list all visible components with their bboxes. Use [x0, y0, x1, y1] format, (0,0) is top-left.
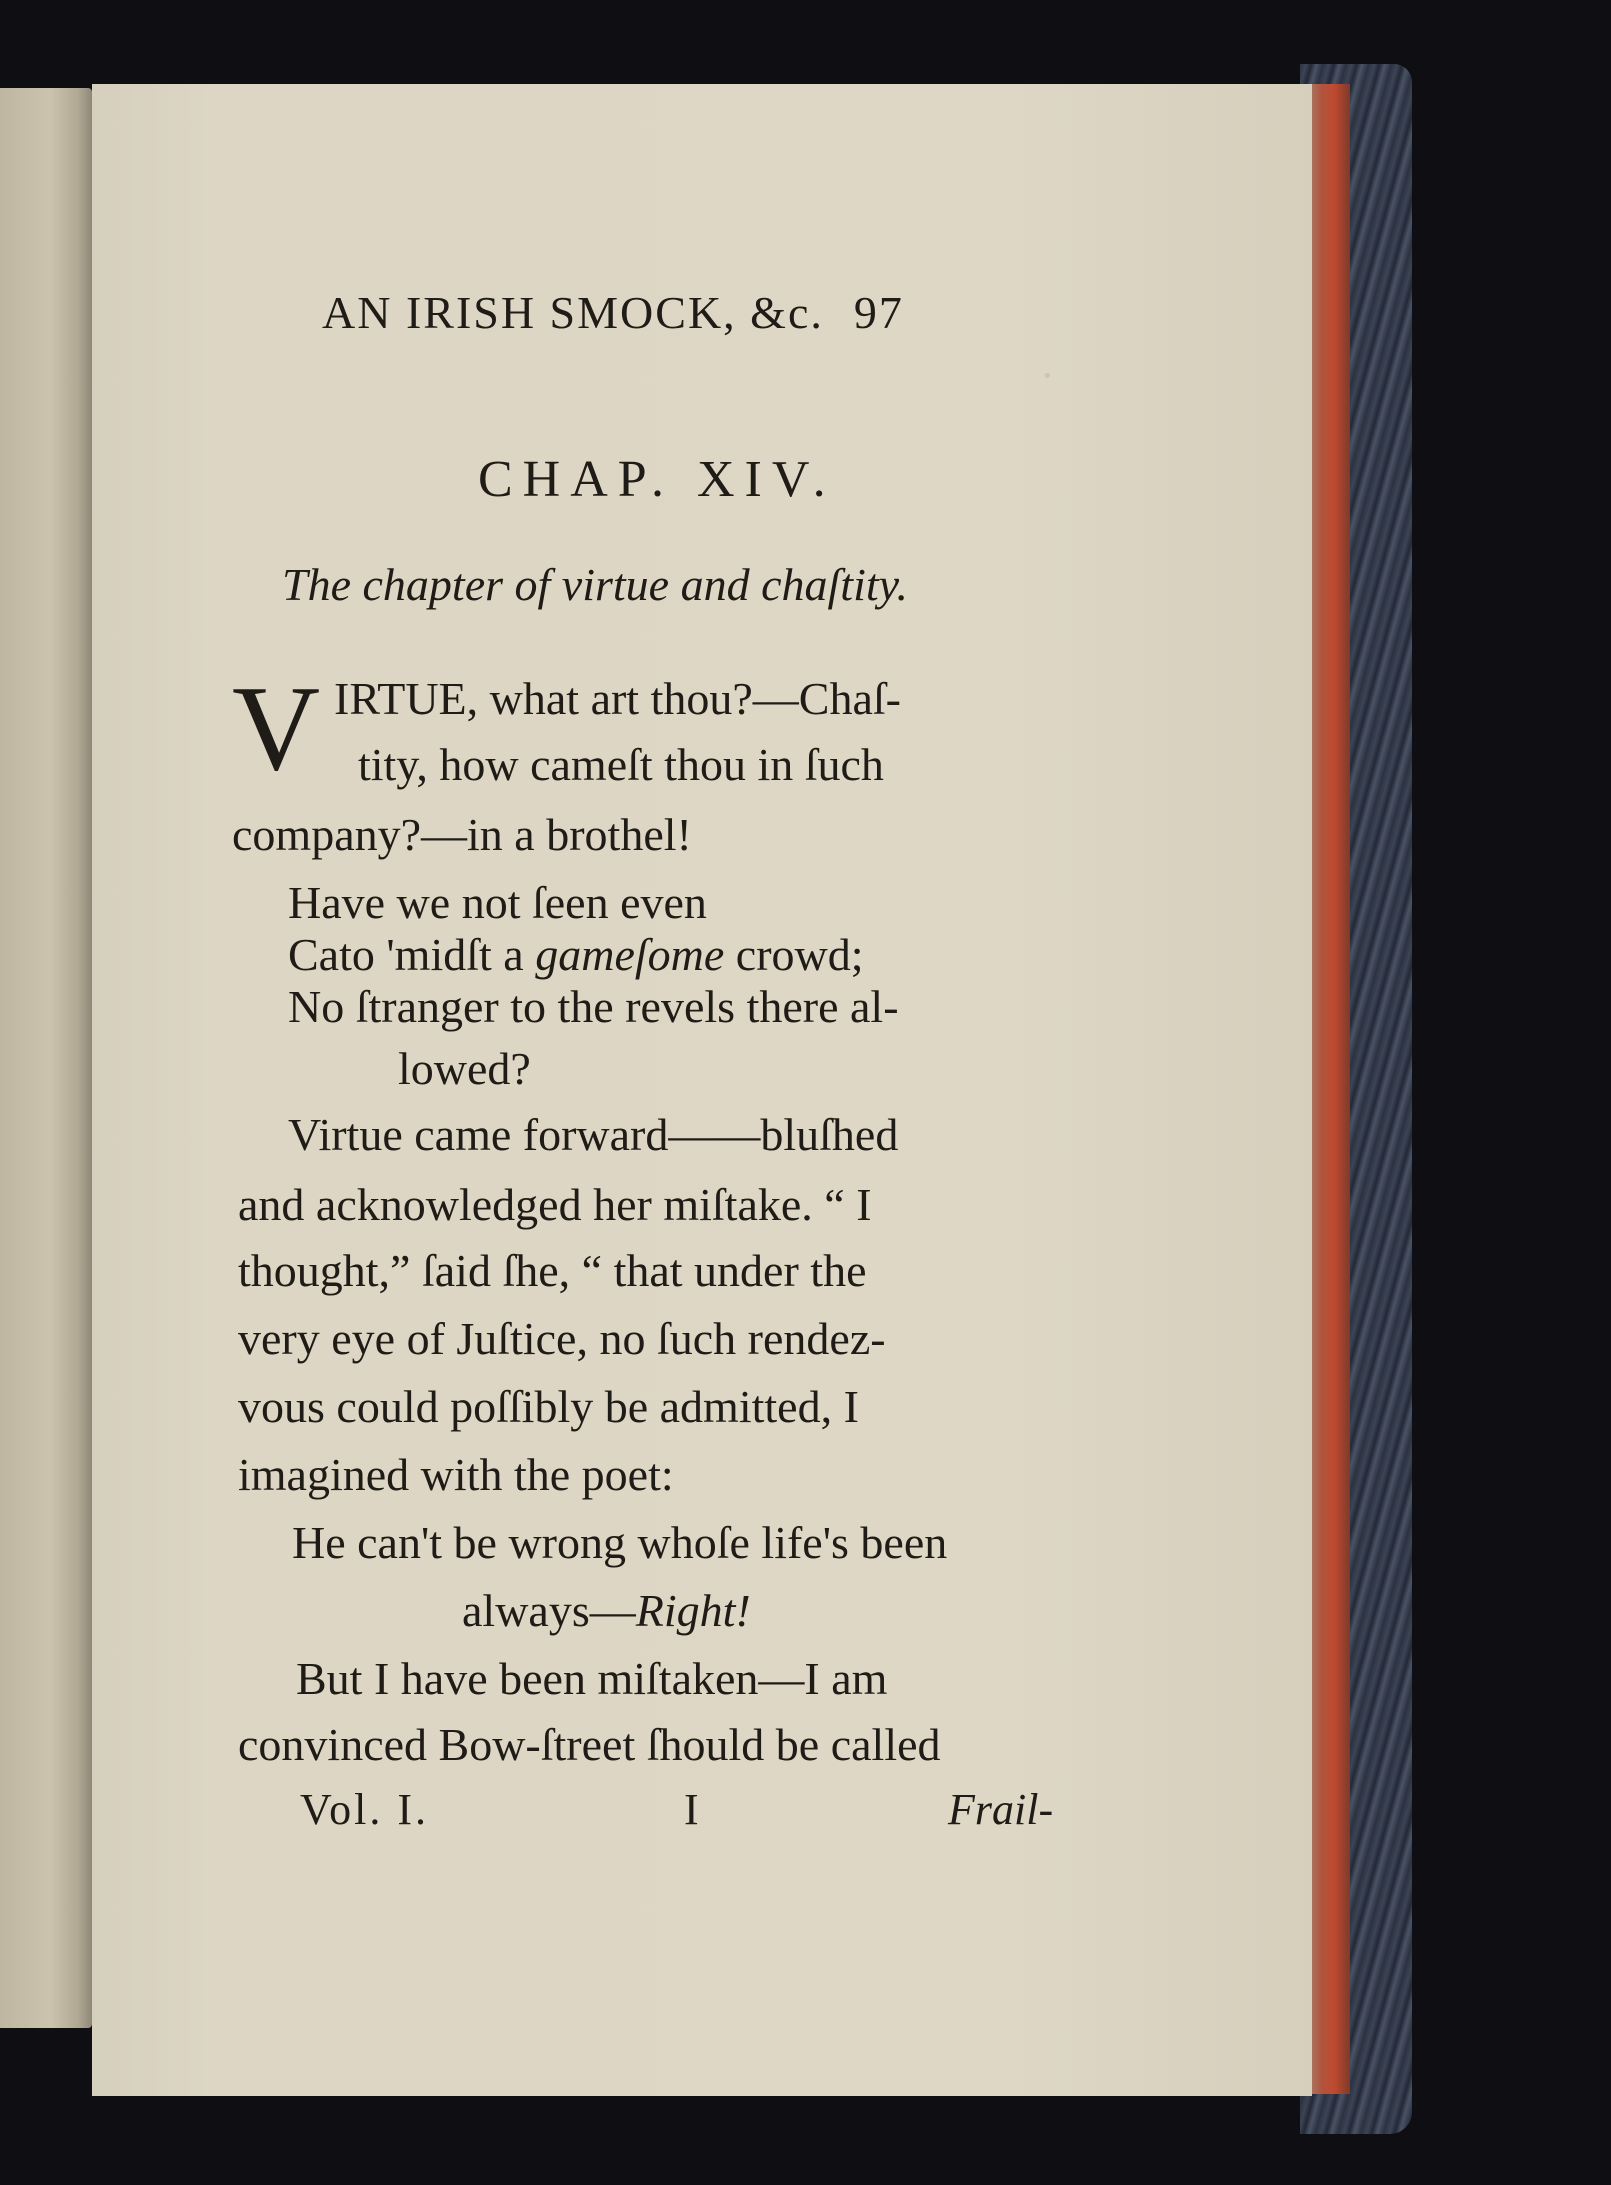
text-line: But I have been miſtaken—I am [296, 1653, 888, 1704]
italic-word: gameſome [535, 929, 725, 980]
chapter-subtitle: The chapter of virtue and chaſtity. [282, 559, 909, 610]
facing-page-edge [0, 88, 92, 2028]
verse-line: lowed? [398, 1043, 531, 1094]
page-number: 97 [853, 287, 904, 338]
verse-line: No ſtranger to the revels there al- [288, 981, 899, 1032]
text-line: thought,” ſaid ſhe, “ that under the [238, 1245, 867, 1296]
running-title: AN IRISH SMOCK, &c. [322, 287, 824, 338]
text-line: very eye of Juſtice, no ſuch rendez- [238, 1313, 886, 1364]
italic-word: Right! [635, 1585, 751, 1636]
verse-line: Have we not ſeen even [288, 877, 707, 928]
show-through-text: · [1040, 351, 1055, 400]
catchword: Frail- [948, 1785, 1054, 1834]
volume-mark: Vol. I. [300, 1785, 429, 1834]
verse-line [288, 928, 864, 981]
text-line: IRTUE, what art thou?—Chaſ- [334, 673, 901, 724]
verse-line [462, 1584, 751, 1637]
chapter-title: CHAP. XIV. [478, 451, 836, 508]
drop-cap: V [232, 661, 321, 796]
signature-mark: I [684, 1785, 699, 1834]
text-line: company?—in a brothel! [232, 809, 692, 860]
text-line: imagined with the poet: [238, 1449, 674, 1500]
text-line: Virtue came forward——bluſhed [288, 1109, 899, 1160]
verse-text: Cato 'midſt a [288, 929, 536, 980]
text-line: and acknowledged her miſtake. “ I [238, 1179, 872, 1230]
text-line: convinced Bow-ſtreet ſhould be called [238, 1719, 941, 1770]
book-page [92, 84, 1312, 2096]
verse-text: always— [462, 1585, 636, 1636]
verse-line: He can't be wrong whoſe life's been [292, 1517, 948, 1568]
verse-text: crowd; [724, 929, 864, 980]
running-header [322, 286, 904, 339]
text-line: vous could poſſibly be admitted, I [238, 1381, 859, 1432]
red-page-edge [1310, 84, 1350, 2094]
text-line: tity, how cameſt thou in ſuch [358, 739, 884, 790]
